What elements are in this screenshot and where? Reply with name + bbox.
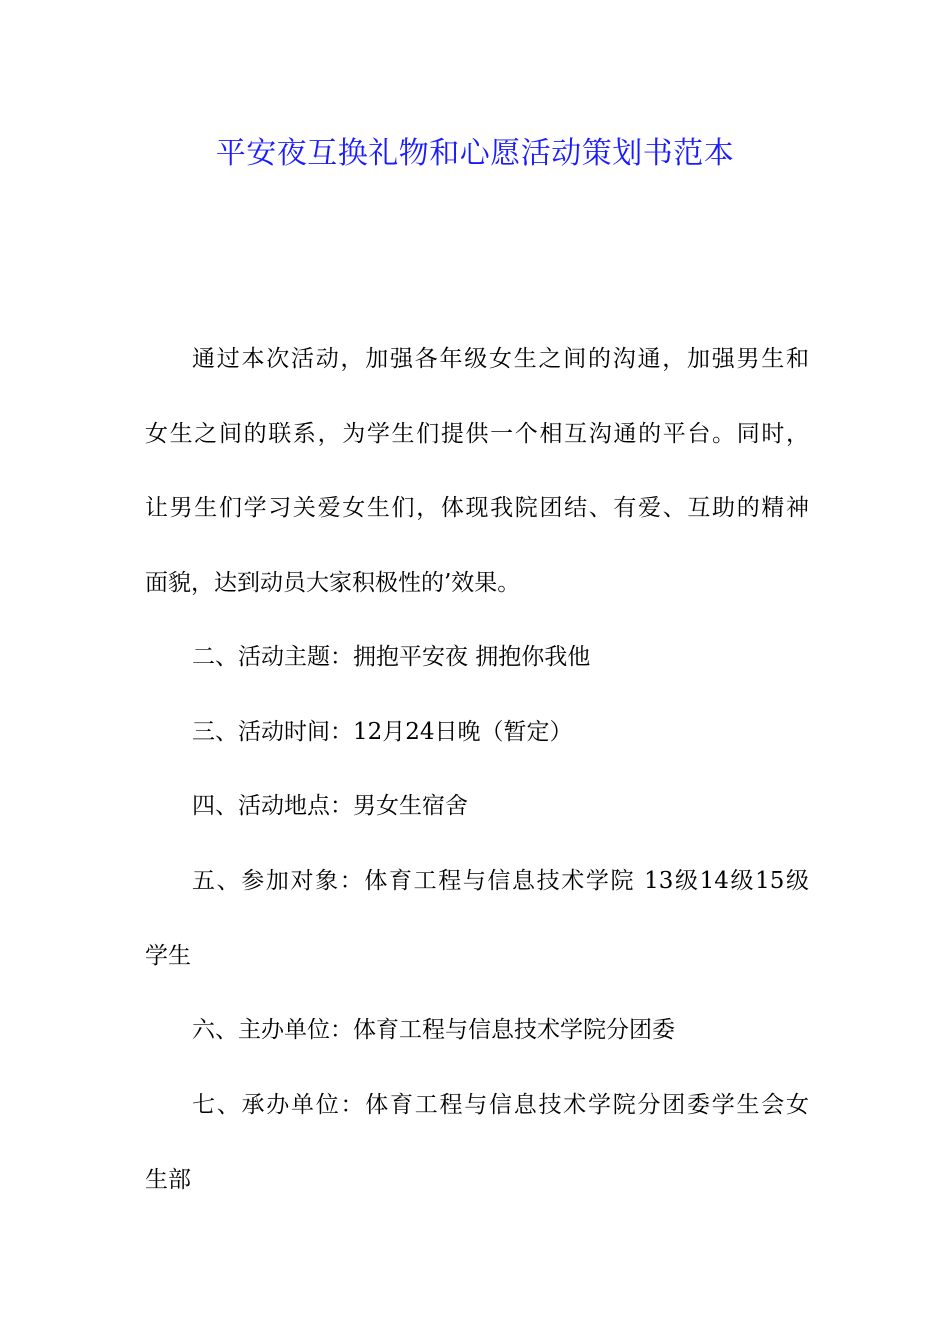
place-item bbox=[145, 769, 809, 844]
organizer-line-1: 七、承办单位：体育工程与信息技术学院分团委学生会女 bbox=[192, 1092, 809, 1118]
document-title: 平安夜互换礼物和心愿活动策划书范本 bbox=[215, 136, 735, 171]
intro-line-2: 女生之间的联系，为学生们提供一个相互沟通的平台。同时， bbox=[145, 420, 809, 447]
host-line: 六、主办单位：体育工程与信息技术学院分团委 bbox=[192, 1017, 675, 1043]
place-line: 四、活动地点：男女生宿舍 bbox=[192, 793, 468, 819]
time-item bbox=[145, 695, 809, 770]
intro-paragraph bbox=[145, 322, 809, 620]
organizer-line-2: 生部 bbox=[145, 1166, 191, 1193]
time-line: 三、活动时间：12月24日晚（暂定） bbox=[192, 719, 573, 745]
theme-item bbox=[145, 620, 809, 695]
host-item bbox=[145, 993, 809, 1068]
intro-line-3: 让男生们学习关爱女生们，体现我院团结、有爱、互助的精神 bbox=[145, 495, 809, 521]
intro-line-4: 面貌，达到动员大家积极性的’效果。 bbox=[145, 569, 521, 596]
participants-line-2: 学生 bbox=[145, 942, 191, 969]
participants-item bbox=[145, 844, 809, 993]
participants-line-1: 五、参加对象：体育工程与信息技术学院 13级14级15级 bbox=[192, 868, 809, 894]
intro-line-1: 通过本次活动，加强各年级女生之间的沟通，加强男生和 bbox=[192, 346, 809, 372]
organizer-item bbox=[145, 1068, 809, 1217]
theme-line: 二、活动主题：拥抱平安夜 拥抱你我他 bbox=[192, 644, 591, 670]
